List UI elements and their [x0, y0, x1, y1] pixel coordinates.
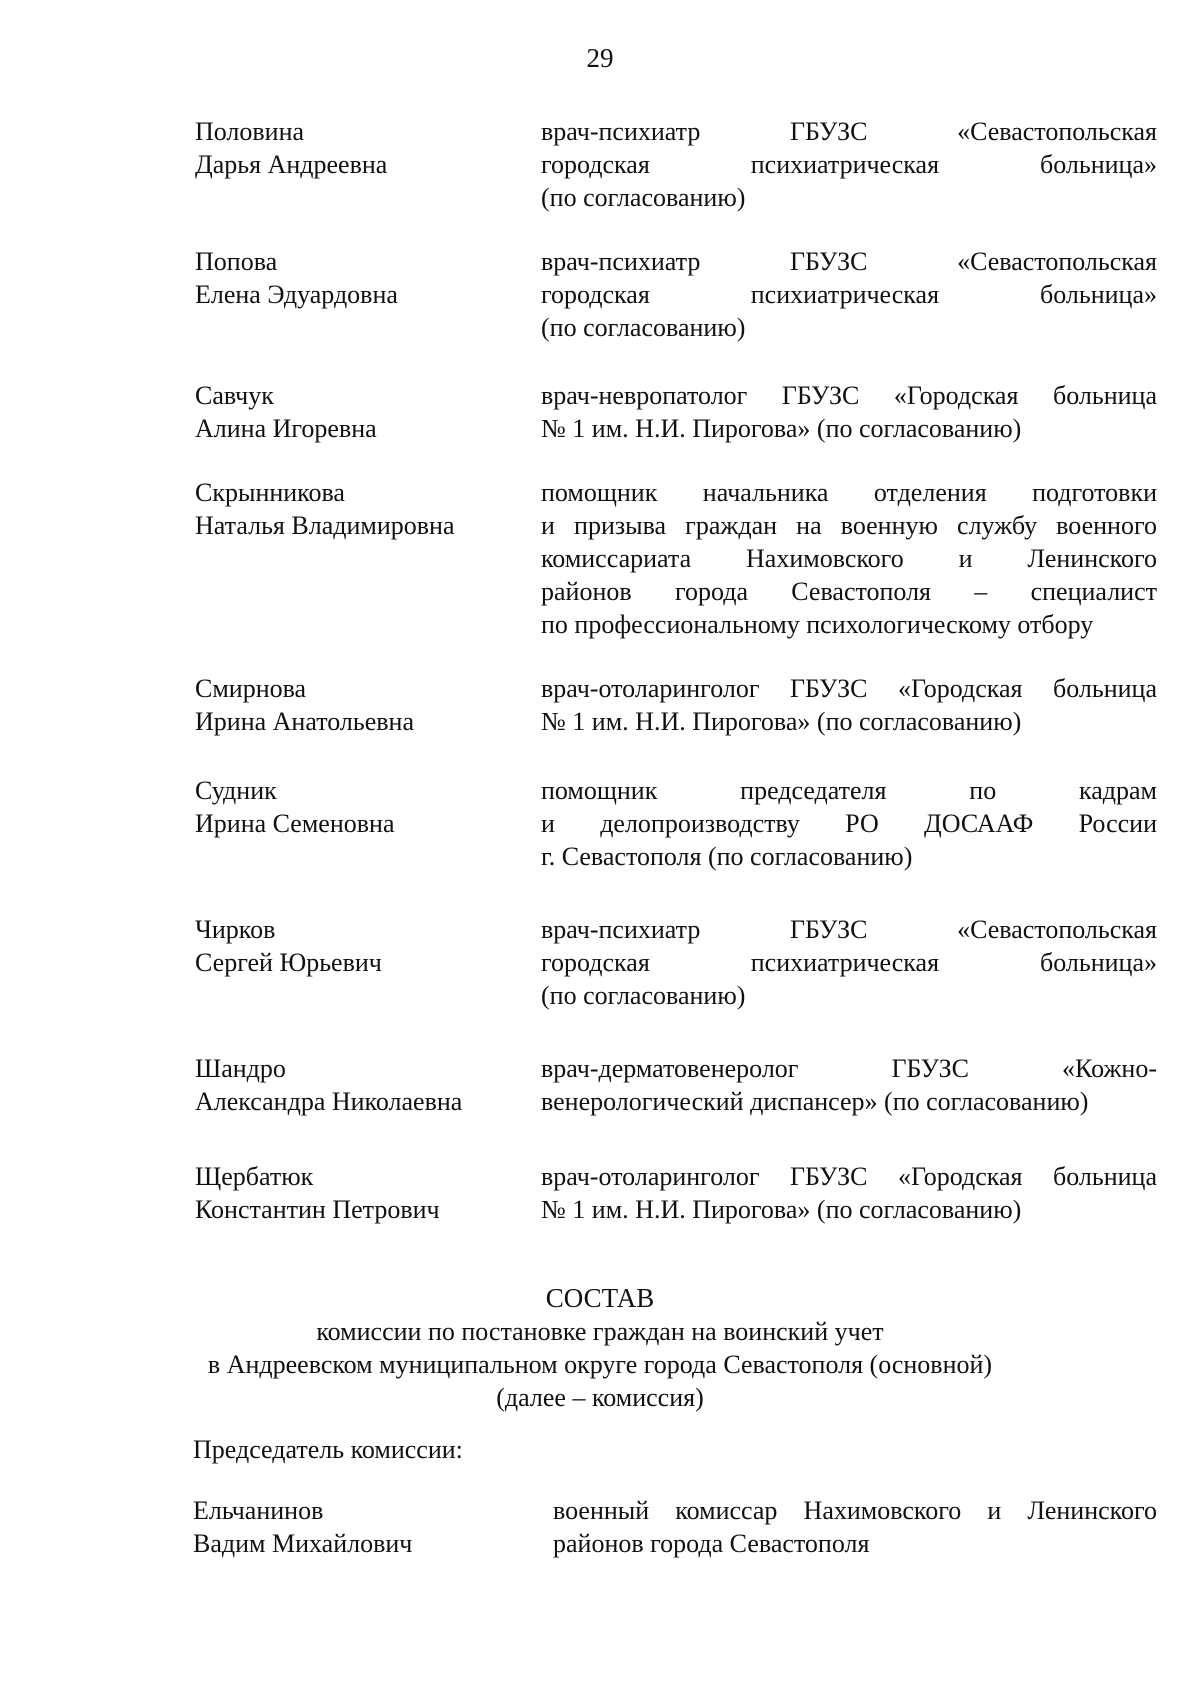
- chair-label: Председатель комиссии:: [193, 1435, 463, 1464]
- role-line: (по согласованию): [541, 313, 746, 342]
- role-line: врач-отоларинголог ГБУЗС «Городская больница: [541, 1162, 1157, 1191]
- member-surname: Попова: [195, 247, 278, 276]
- member-role: [541, 1052, 1157, 1118]
- section-subtitle-line: (далее – комиссия): [496, 1383, 704, 1412]
- member-given-names: Сергей Юрьевич: [195, 948, 382, 977]
- section-heading: [0, 1281, 1200, 1414]
- role-line: и делопроизводству РО ДОСААФ России: [541, 809, 1157, 838]
- member-name: [195, 115, 525, 181]
- member-role: [541, 379, 1157, 445]
- role-line: г. Севастополя (по согласованию): [541, 842, 913, 871]
- member-surname: Судник: [195, 776, 277, 805]
- role-line: врач-психиатр ГБУЗС «Севастопольская: [541, 117, 1157, 146]
- chair-name: [193, 1494, 523, 1560]
- role-line: по профессиональному психологическому отбору: [541, 610, 1094, 639]
- role-line: комиссариата Нахимовского и Ленинского: [541, 544, 1157, 573]
- member-given-names: Ирина Семеновна: [195, 809, 395, 838]
- member-surname: Щербатюк: [195, 1162, 314, 1191]
- role-line: № 1 им. Н.И. Пирогова» (по согласованию): [541, 707, 1022, 736]
- member-given-names: Елена Эдуардовна: [195, 280, 398, 309]
- section-title: СОСТАВ: [545, 1283, 655, 1313]
- role-line: военный комиссар Нахимовского и Ленинского: [553, 1496, 1157, 1525]
- role-line: № 1 им. Н.И. Пирогова» (по согласованию): [541, 1195, 1022, 1224]
- member-role: [541, 672, 1157, 738]
- role-line: и призыва граждан на военную службу военного: [541, 511, 1157, 540]
- member-role: [541, 115, 1157, 214]
- member-given-names: Константин Петрович: [195, 1195, 440, 1224]
- member-given-names: Ирина Анатольевна: [195, 707, 414, 736]
- member-name: [195, 379, 525, 445]
- member-name: [195, 913, 525, 979]
- member-given-names: Александра Николаевна: [195, 1087, 463, 1116]
- member-given-names: Наталья Владимировна: [195, 511, 455, 540]
- role-line: районов города Севастополя – специалист: [541, 577, 1157, 606]
- role-line: городская психиатрическая больница»: [541, 280, 1157, 309]
- page-number: 29: [586, 43, 614, 73]
- role-line: № 1 им. Н.И. Пирогова» (по согласованию): [541, 414, 1022, 443]
- section-subtitle-line: комиссии по постановке граждан на воинский учет: [316, 1317, 884, 1346]
- role-line: помощник начальника отделения подготовки: [541, 478, 1157, 507]
- member-role: [541, 245, 1157, 344]
- role-line: районов города Севастополя: [553, 1529, 870, 1558]
- member-surname: Половина: [195, 117, 305, 146]
- member-role: [541, 774, 1157, 873]
- chair-role: [553, 1494, 1157, 1560]
- member-name: [195, 476, 525, 542]
- role-line: врач-невропатолог ГБУЗС «Городская больница: [541, 381, 1157, 410]
- role-line: венерологический диспансер» (по согласованию): [541, 1087, 1089, 1116]
- member-name: [195, 1052, 525, 1118]
- role-line: врач-психиатр ГБУЗС «Севастопольская: [541, 915, 1157, 944]
- member-name: [195, 1160, 525, 1226]
- role-line: городская психиатрическая больница»: [541, 948, 1157, 977]
- member-name: [195, 245, 525, 311]
- member-name: [195, 774, 525, 840]
- chair-surname: Ельчанинов: [193, 1496, 324, 1525]
- role-line: (по согласованию): [541, 981, 746, 1010]
- member-role: [541, 913, 1157, 1012]
- chair-given-names: Вадим Михайлович: [193, 1529, 413, 1558]
- member-given-names: Дарья Андреевна: [195, 150, 388, 179]
- member-surname: Смирнова: [195, 674, 307, 703]
- role-line: помощник председателя по кадрам: [541, 776, 1157, 805]
- section-subtitle-line: в Андреевском муниципальном округе города Севастополя (основной): [207, 1350, 993, 1379]
- member-surname: Шандро: [195, 1054, 286, 1083]
- role-line: городская психиатрическая больница»: [541, 150, 1157, 179]
- member-given-names: Алина Игоревна: [195, 414, 377, 443]
- role-line: врач-отоларинголог ГБУЗС «Городская больница: [541, 674, 1157, 703]
- member-role: [541, 476, 1157, 641]
- role-line: врач-психиатр ГБУЗС «Севастопольская: [541, 247, 1157, 276]
- member-role: [541, 1160, 1157, 1226]
- member-name: [195, 672, 525, 738]
- role-line: (по согласованию): [541, 183, 746, 212]
- member-surname: Чирков: [195, 915, 276, 944]
- member-surname: Скрынникова: [195, 478, 345, 507]
- role-line: врач-дерматовенеролог ГБУЗС «Кожно-: [541, 1054, 1157, 1083]
- member-surname: Савчук: [195, 381, 274, 410]
